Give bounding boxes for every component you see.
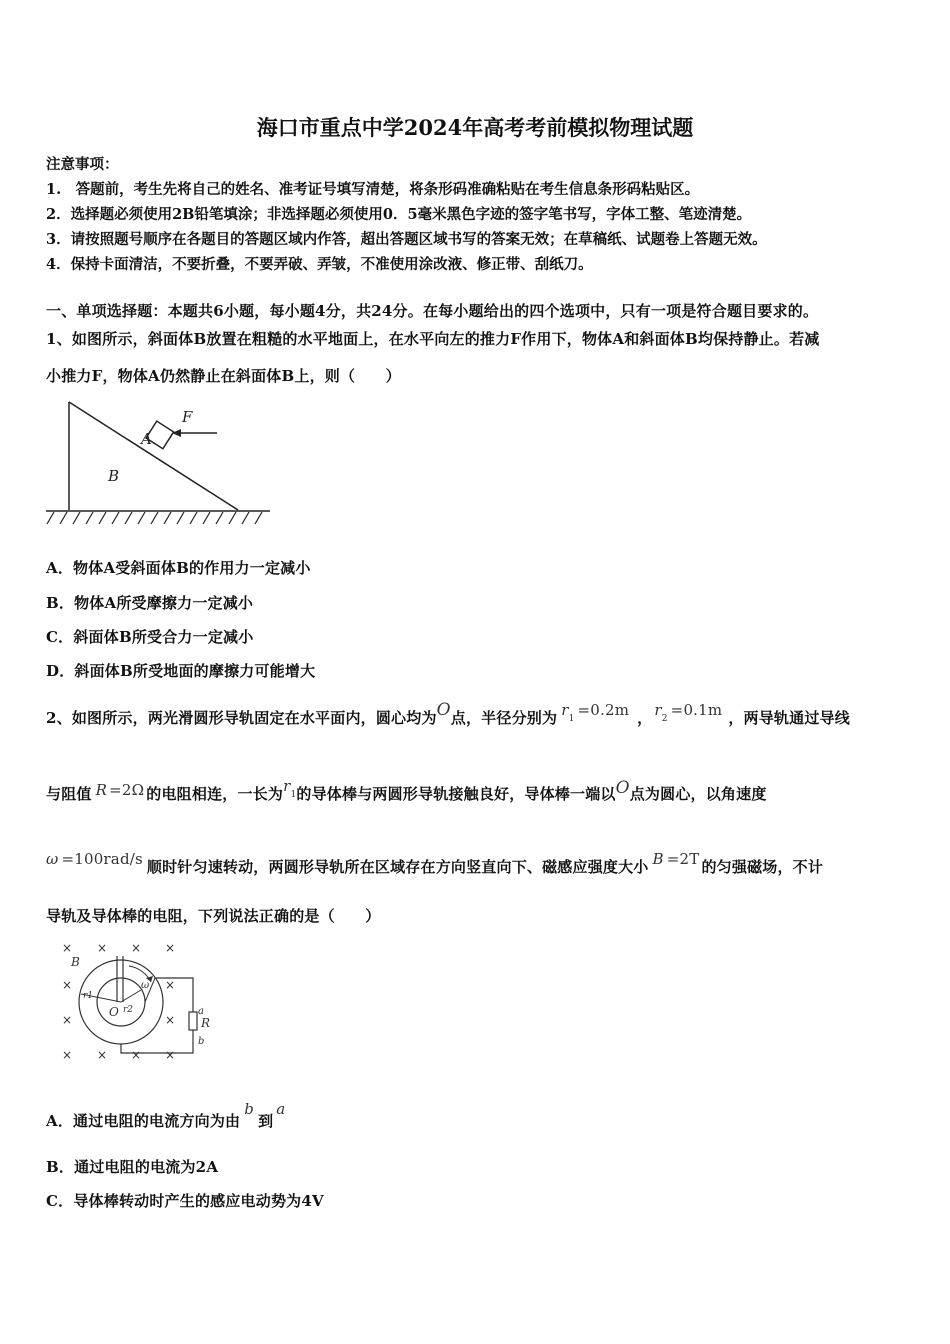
label-b: B [108, 467, 120, 485]
label-f: F [182, 408, 193, 426]
notice-item-2: 2．选择题必须使用2B铅笔填涂；非选择题必须使用0．5毫米黑色字迹的签字笔书写，字体工整、笔迹清楚。 [46, 206, 752, 223]
svg-text:×: × [165, 941, 176, 955]
q2-circuit-figure [55, 938, 230, 1070]
svg-text:×: × [97, 941, 108, 955]
svg-text:B: B [71, 955, 80, 969]
q1-incline-figure [40, 390, 280, 530]
q2-option-a: A．通过电阻的电流方向为由b到a [46, 1100, 286, 1130]
r2-line [121, 990, 141, 1002]
svg-text:b: b [198, 1036, 205, 1047]
r2-symbol: r [654, 701, 662, 719]
arrowhead-icon [172, 429, 181, 437]
r1-symbol: r [561, 701, 569, 719]
q1-stem-line2: 小推力F，物体A仍然静止在斜面体B上，则（ ） [46, 367, 401, 385]
page-title: 海口市重点中学2024年高考考前模拟物理试题 [256, 115, 694, 140]
label-a: A [141, 430, 152, 448]
q1-option-d: D．斜面体B所受地面的摩擦力可能增大 [46, 662, 316, 680]
q2-stem-line2: 与阻值 R =2Ω 的电阻相连，一长为$r_1$的导体棒与两圆形导轨接触良好，导体棒一端以O点为圆心，以角速度 [46, 777, 767, 803]
q2-stem-line1: 2、如图所示，两光滑圆形导轨固定在水平面内，圆心均为O点，半径分别为 $r_1 =0.2m$ ， $r_2 =0.1m$ ，两导轨通过导线 [46, 700, 850, 727]
q1-option-b: B．物体A所受摩擦力一定减小 [46, 594, 254, 612]
svg-text:r2: r2 [123, 1005, 134, 1015]
r1-value: =0.2m [577, 701, 630, 719]
svg-text:r1: r1 [83, 991, 94, 1001]
omega-symbol: ω [46, 850, 59, 868]
svg-text:×: × [131, 1048, 142, 1062]
omega-value: =100rad/s [61, 850, 143, 868]
svg-text:×: × [62, 1013, 73, 1027]
point-o: O [436, 700, 451, 720]
b-symbol: B [652, 850, 664, 868]
q2-stem-line3: ω =100rad/s 顺时针匀速转动，两圆形导轨所在区域存在方向竖直向下、磁感应强度大小 B =2T 的匀强磁场，不计 [46, 850, 824, 876]
r-symbol: R [95, 781, 108, 799]
svg-text:R: R [201, 1016, 211, 1030]
svg-text:×: × [131, 941, 142, 955]
svg-text:a: a [198, 1006, 204, 1017]
svg-text:×: × [62, 978, 73, 992]
q1-stem-line1: 1、如图所示，斜面体B放置在粗糙的水平地面上，在水平向左的推力F作用下，物体A和斜面体B均保持静止。若减 [46, 330, 820, 348]
resistor [189, 1012, 197, 1030]
svg-text:×: × [62, 1048, 73, 1062]
notice-item-3: 3．请按照题号顺序在各题目的答题区域内作答，超出答题区域书写的答案无效；在草稿纸、试题卷上答题无效。 [46, 231, 767, 248]
b-value: =2T [666, 850, 700, 868]
q2-stem-line4: 导轨及导体棒的电阻，下列说法正确的是（ ） [46, 907, 381, 925]
svg-text:×: × [165, 978, 176, 992]
q1-option-a: A．物体A受斜面体B的作用力一定减小 [46, 559, 311, 577]
r-value: =2Ω [109, 781, 145, 799]
svg-text:ω: ω [141, 980, 150, 991]
wire [121, 978, 193, 1053]
q2-option-b: B．通过电阻的电流为2A [46, 1158, 219, 1176]
section-heading: 一、单项选择题：本题共6小题，每小题4分，共24分。在每小题给出的四个选项中，只有一项是符合题目要求的。 [46, 302, 819, 320]
notice-item-4: 4．保持卡面清洁，不要折叠，不要弄破、弄皱，不准使用涂改液、修正带、刮纸刀。 [46, 256, 593, 273]
svg-text:×: × [97, 1048, 108, 1062]
svg-text:×: × [165, 1013, 176, 1027]
r2-value: =0.1m [670, 701, 723, 719]
svg-text:×: × [62, 941, 73, 955]
q1-option-c: C．斜面体B所受合力一定减小 [46, 628, 254, 646]
q2-option-c: C．导体棒转动时产生的感应电动势为4V [46, 1192, 324, 1210]
svg-text:O: O [109, 1005, 119, 1019]
svg-text:×: × [165, 1048, 176, 1062]
notice-item-1: 1. 答题前，考生先将自己的姓名、准考证号填写清楚，将条形码准确粘贴在考生信息条形码粘贴区。 [46, 181, 700, 198]
notice-heading: 注意事项： [46, 156, 119, 173]
